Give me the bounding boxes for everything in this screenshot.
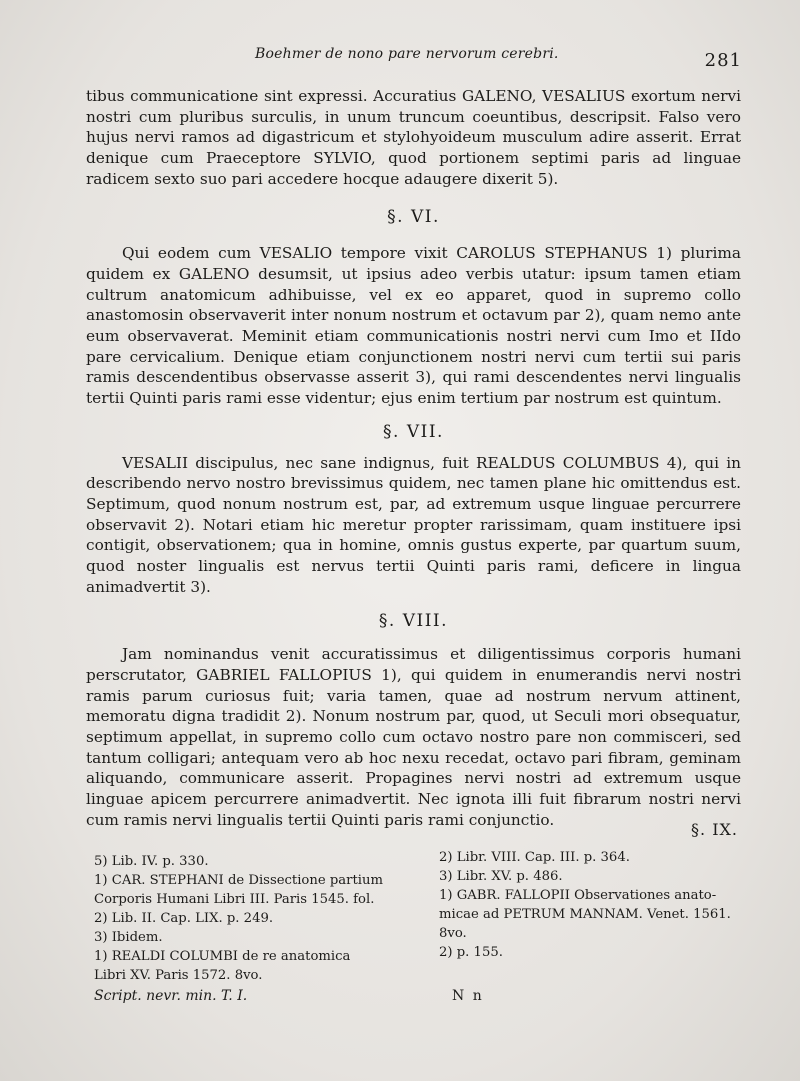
footnotes-left-column	[94, 852, 412, 985]
paragraph-vii: VESALII discipulus, nec sane indignus, fuit REALDUS COLUMBUS 4), qui in describendo nervo nostro brevissimus quidem, nec tamen plane hic omittendus est. Septimum, quod nonum nostrum est, par, ad extremum usque linguae percurrere observavit 2). Notari etiam hic meretur propter rarissimam, quam instituere ipsi contigit, observationem; qua in homine, omnis gustus experte, par quartum suum, quod noster lingualis est nervus tertii Quinti paris rami, deficere in lingua animadvertit 3).	[86, 453, 741, 596]
footnote-line: Libri XV. Paris 1572. 8vo.	[94, 968, 263, 983]
footnotes-right-column	[439, 848, 744, 962]
footnote-line: Corporis Humani Libri III. Paris 1545. fol.	[94, 892, 375, 907]
main-text	[86, 86, 741, 831]
section-heading-vii: §. VII.	[383, 421, 444, 442]
footnote-line: 2) p. 155.	[439, 945, 503, 960]
footnote-line: 1) REALDI COLUMBI de re anatomica	[94, 949, 351, 964]
signature-line: Script. nevr. min. T. I.	[94, 988, 248, 1004]
footnote-line: 3) Ibidem.	[94, 930, 163, 945]
page-number: 281	[704, 50, 742, 71]
footnote-line: 5) Lib. IV. p. 330.	[94, 854, 209, 869]
paragraph-vi: Qui eodem cum VESALIO tempore vixit CAROLUS STEPHANUS 1) plurima quidem ex GALENO desumsit, ut ipsius adeo verbis utatur: ipsum tamen etiam cultrum anatomicum adhibuisse, vel ex eo apparet, quod in supremo collo anastomosin observaverit inter nonum nostrum et octavum par 2), quam nemo ante eum observaverat. Meminit etiam communicationis nostri nervi cum Imo et IIdo pare cervicalium. Denique etiam conjunctionem nostri nervi cum tertii sui paris ramis descendentibus observasse asserit 3), qui rami descendentes nervi lingualis tertii Quinti paris rami esse videntur; ejus enim tertium par nostrum est quintum.	[86, 244, 741, 408]
footnote-line: 1) CAR. STEPHANI de Dissectione partium	[94, 873, 383, 888]
paragraph-viii: Jam nominandus venit accuratissimus et diligentissimus corporis humani perscrutator, GABRIEL FALLOPIUS 1), qui quidem in enumerandis nervi nostri ramis parum curiosus fuit; varia tamen, quae ad nostrum nervum attinent, memoratu digna tradidit 2). Nonum nostrum par, quod, ut Seculi mori obsequatur, septimum appellat, in supremo collo cum octavo nostro pare non commisceri, sed tantum colligari; antequam vero ab hoc nexu recedat, octavo pari fibram, geminam aliquando, communicare asserit. Propagines nervi nostri ad extremum usque linguae apicem percurrere animadvertit. Nec ignota illi fuit fibrarum nostri nervi cum ramis nervi lingualis tertii Quinti paris rami conjunctio.	[86, 645, 741, 829]
next-section-marker: §. IX.	[691, 820, 738, 839]
running-head: Boehmer de nono pare nervorum cerebri.	[255, 46, 559, 62]
footnote-line: 3) Libr. XV. p. 486.	[439, 869, 563, 884]
section-heading-vi: §. VI.	[387, 206, 440, 227]
section-heading-viii: §. VIII.	[378, 611, 449, 632]
signature-mark: N n	[452, 988, 484, 1004]
footnote-line: 1) GABR. FALLOPII Observationes anato-	[439, 888, 717, 903]
footnote-line: 2) Lib. II. Cap. LIX. p. 249.	[94, 911, 274, 926]
footnote-line: 2) Libr. VIII. Cap. III. p. 364.	[439, 850, 630, 865]
paragraph-continuation: tibus communicatione sint expressi. Accuratius GALENO, VESALIUS exortum nervi nostri cum pluribus surculis, in unum truncum coeuntibus, descripsit. Falso vero hujus nervi ramos ad digastricum et stylohyoideum musculum adire asserit. Errat denique cum Praeceptore SYLVIO, quod portionem septimi paris ad linguae radicem sexto suo pari accedere hocque adaugere dixerit 5).	[86, 87, 741, 188]
footnote-line: micae ad PETRUM MANNAM. Venet. 1561.	[439, 907, 731, 922]
footnote-line: 8vo.	[439, 926, 467, 941]
